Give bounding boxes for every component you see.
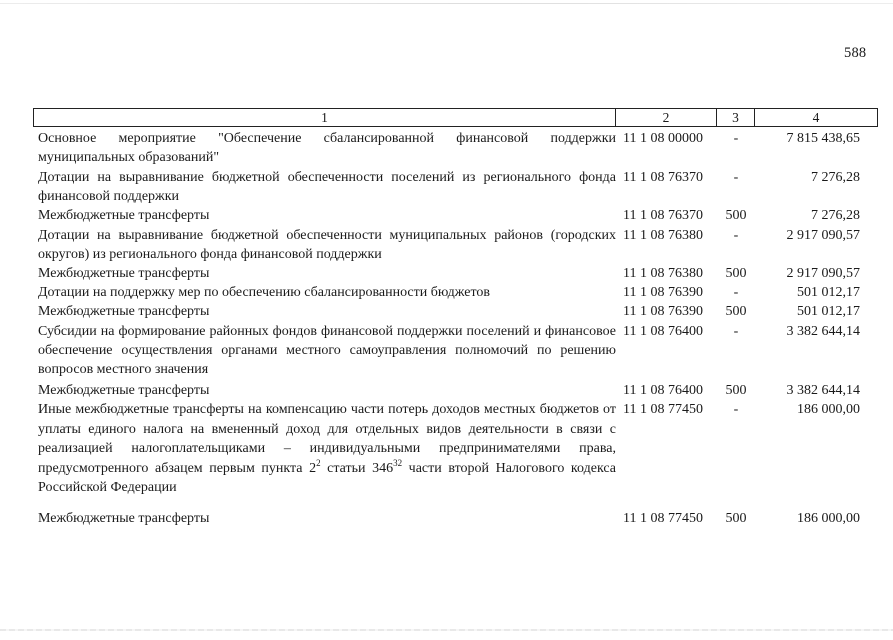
row-code: 11 1 08 00000 xyxy=(623,131,703,146)
table-row xyxy=(38,381,878,400)
row-amount: 2 917 090,57 xyxy=(786,227,860,243)
row-name: Межбюджетные трансферты xyxy=(38,208,210,224)
row-name: Межбюджетные трансферты xyxy=(38,383,210,399)
row-name: Межбюджетные трансферты xyxy=(38,304,210,320)
row-code: 11 1 08 76390 xyxy=(623,304,703,320)
row-type: 500 xyxy=(725,265,747,281)
table-row xyxy=(38,322,878,380)
table-header xyxy=(33,108,878,127)
row-name-part: Иные межбюджетные трансферты на компенсацию части потерь доходов местных бюджетов от уплаты единого налога на вмененный доход для отдельных видов деятельности в связи с реализацией налогоплательщиками – индивидуальными предпринимателями права, предусмотренного абзацем первым пункта 2 xyxy=(38,402,616,476)
row-amount: 7 276,28 xyxy=(811,208,860,224)
row-name: Дотации на выравнивание бюджетной обеспеченности поселений из регионального фонда финансовой поддержки xyxy=(38,169,616,205)
table-row xyxy=(38,129,878,167)
row-name: Основное мероприятие "Обеспечение сбалансированной финансовой поддержки муниципальных образований" xyxy=(38,131,616,166)
row-type: 500 xyxy=(725,383,747,399)
row-name: Межбюджетные трансферты xyxy=(38,265,210,281)
row-name-part: части второй Налогового кодекса Российской Федерации xyxy=(38,460,616,496)
superscript: 32 xyxy=(393,457,403,468)
row-amount: 3 382 644,14 xyxy=(786,383,860,399)
row-code: 11 1 08 76400 xyxy=(623,323,703,339)
row-code: 11 1 08 77450 xyxy=(623,402,703,418)
row-amount: 186 000,00 xyxy=(797,402,860,418)
row-type: 500 xyxy=(725,208,747,224)
row-type: - xyxy=(733,285,739,301)
row-amount: 3 382 644,14 xyxy=(786,323,860,339)
row-type: - xyxy=(733,169,739,185)
column-header-2: 2 xyxy=(616,109,717,126)
column-header-3: 3 xyxy=(717,109,755,126)
row-amount: 501 012,17 xyxy=(797,285,860,301)
row-type: 500 xyxy=(725,304,747,320)
row-name: Дотации на поддержку мер по обеспечению сбалансированности бюджетов xyxy=(38,285,490,301)
row-name: Межбюджетные трансферты xyxy=(38,510,210,526)
row-code: 11 1 08 76380 xyxy=(623,227,703,243)
table-row xyxy=(38,206,878,225)
table-body xyxy=(38,128,878,528)
row-amount: 7 815 438,65 xyxy=(786,131,860,146)
row-amount: 2 917 090,57 xyxy=(786,265,860,281)
scan-edge-top xyxy=(0,3,893,4)
row-amount: 186 000,00 xyxy=(797,510,860,526)
row-type: - xyxy=(733,131,739,146)
table-row xyxy=(38,509,878,528)
scan-edge-bottom xyxy=(0,629,893,631)
row-amount: 7 276,28 xyxy=(811,169,860,185)
table-row xyxy=(38,264,878,283)
column-header-1: 1 xyxy=(34,109,616,126)
row-code: 11 1 08 76370 xyxy=(623,208,703,224)
superscript: 2 xyxy=(316,457,321,468)
row-code: 11 1 08 76390 xyxy=(623,285,703,301)
row-type: 500 xyxy=(725,510,747,526)
row-amount: 501 012,17 xyxy=(797,304,860,320)
row-code: 11 1 08 77450 xyxy=(623,510,703,526)
table-row xyxy=(38,400,878,498)
table-row xyxy=(38,168,878,206)
row-type: - xyxy=(733,227,739,243)
row-name xyxy=(38,400,616,498)
row-code: 11 1 08 76380 xyxy=(623,265,703,281)
table-row xyxy=(38,283,878,302)
table-row xyxy=(38,226,878,264)
row-code: 11 1 08 76370 xyxy=(623,169,703,185)
row-name: Субсидии на формирование районных фондов финансовой поддержки поселений и финансовое обеспечение осуществления органами местного самоуправления полномочий по решению вопросов местного значения xyxy=(38,323,616,377)
column-header-4: 4 xyxy=(812,110,820,125)
page-number: 588 xyxy=(844,45,867,61)
row-name: Дотации на выравнивание бюджетной обеспеченности муниципальных районов (городских округов) из регионального фонда финансовой поддержки xyxy=(38,227,616,262)
row-name-part: статьи 346 xyxy=(320,460,394,476)
row-code: 11 1 08 76400 xyxy=(623,383,703,399)
table-row xyxy=(38,302,878,321)
row-type: - xyxy=(733,323,739,339)
row-type: - xyxy=(733,402,739,418)
